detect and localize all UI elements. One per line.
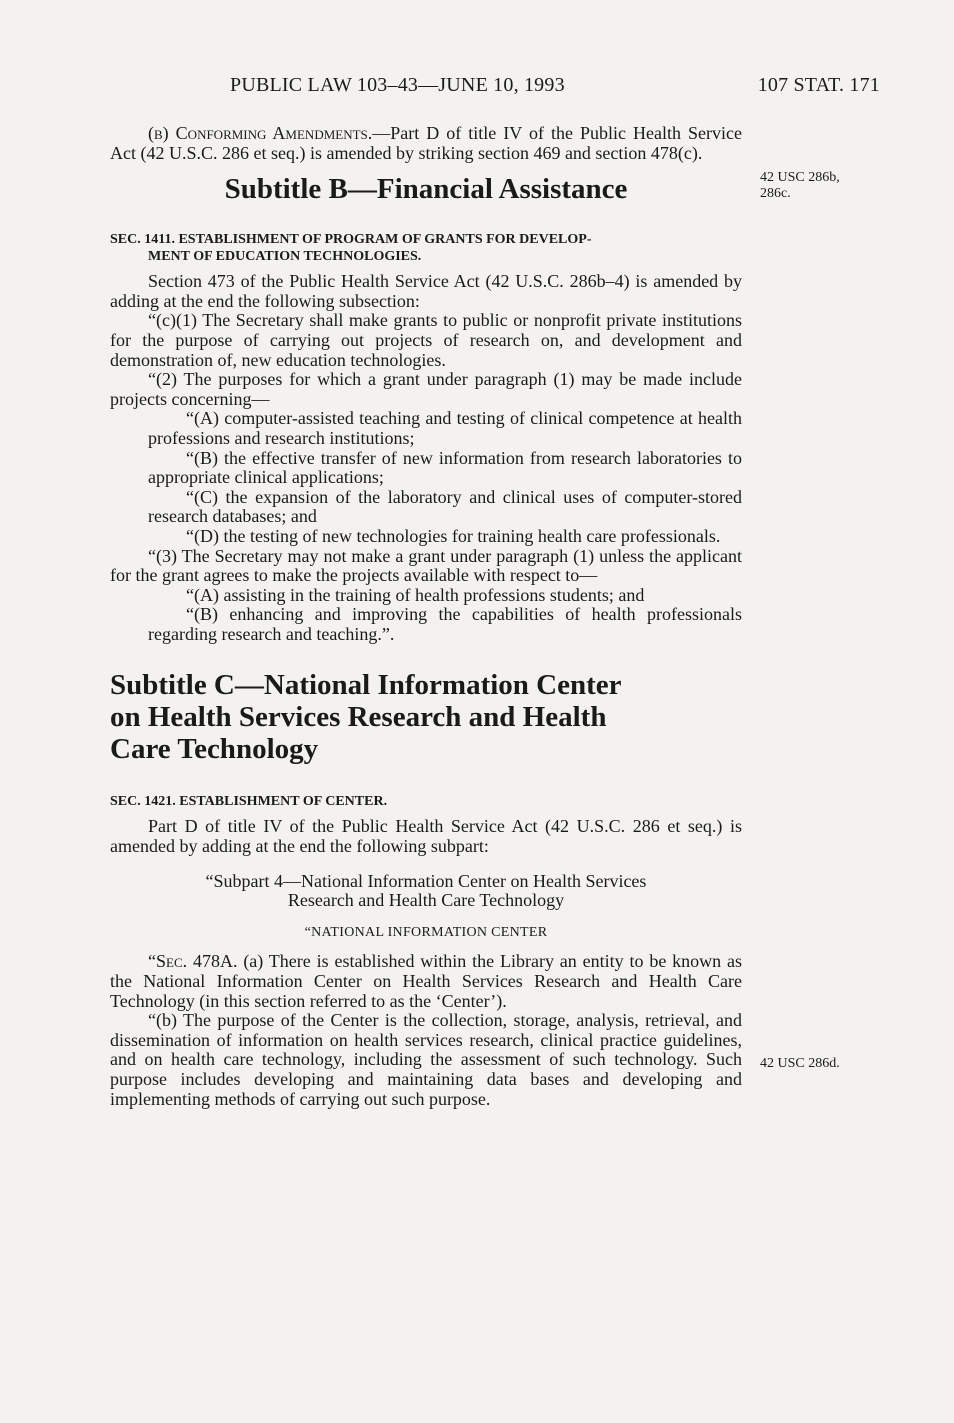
paragraph-c3-a: “(A) assisting in the training of health professions students; and xyxy=(186,584,645,605)
margin-note-line: 42 USC 286b, xyxy=(760,170,840,185)
subtitle-b-heading: Subtitle B—Financial Assistance xyxy=(224,173,628,206)
paragraph-c1: “(c)(1) The Secretary shall make grants to public or nonprofit private institutions for the purpose of carrying out projects of research on, and development and demonstration of, new education technologies. xyxy=(110,310,742,370)
paragraph-c3: “(3) The Secretary may not make a grant under paragraph (1) unless the applicant for the grant agrees to make the projects available with respect to— xyxy=(110,545,742,586)
paragraph-c2-a: “(A) computer-assisted teaching and testing of clinical competence at health professions and research institutions; xyxy=(148,408,742,448)
conforming-amendments-text: —Part D of title IV of the Public Health Service Act (42 U.S.C. 286 et seq.) is amended by striking section 469 and section 478(c). xyxy=(110,123,742,163)
subpart-4-heading xyxy=(110,872,742,911)
subpart-4-line2: Research and Health Care Technology xyxy=(287,890,565,911)
section-1421-heading: SEC. 1421. ESTABLISHMENT OF CENTER. xyxy=(110,794,388,810)
paragraph-sec-478a-b: “(b) The purpose of the Center is the collection, storage, analysis, retrieval, and dissemination of information on health services research, clinical practice guidelines, and on health care technology, including the assessment of such technology. Such purpose includes developing and maintaining data bases and developing and implementing methods of carrying out such purpose. xyxy=(110,1010,742,1109)
paragraph-c2-c: “(C) the expansion of the laboratory and clinical uses of computer-stored research databases; and xyxy=(148,486,742,527)
paragraph-c2-d: “(D) the testing of new technologies for training health care professionals. xyxy=(186,525,721,546)
header-stat-page: 107 STAT. 171 xyxy=(757,74,880,96)
paragraph-c3-b: “(B) enhancing and improving the capabilities of health professionals regarding research and teaching.”. xyxy=(148,604,742,644)
paragraph-c2: “(2) The purposes for which a grant under paragraph (1) may be made include projects concerning— xyxy=(110,369,742,409)
section-1411-heading xyxy=(110,231,742,265)
sec-478a-text: 478A. (a) There is established within the Library an entity to be known as the National Information Center on Health Services Research and Health Care Technology (in this section referred to as the ‘Center’). xyxy=(110,951,742,1011)
subtitle-c-line2: on Health Services Research and Health xyxy=(110,701,607,734)
subtitle-c-line1: Subtitle C—National Information Center xyxy=(110,669,622,702)
section-1411-heading-line1: SEC. 1411. ESTABLISHMENT OF PROGRAM OF GRANTS FOR DEVELOP- xyxy=(110,232,592,248)
conforming-amendments-paragraph xyxy=(110,124,742,163)
margin-note-usc-286b xyxy=(760,170,840,202)
paragraph-c2-b: “(B) the effective transfer of new information from research laboratories to appropriate clinical applications; xyxy=(148,447,742,488)
subpart-4-line1: “Subpart 4—National Information Center on Health Services xyxy=(205,870,647,891)
margin-note-usc-286d: 42 USC 286d. xyxy=(760,1056,840,1071)
paragraph-part-d: Part D of title IV of the Public Health Service Act (42 U.S.C. 286 et seq.) is amended by adding at the end the following subpart: xyxy=(110,816,742,857)
paragraph-sec-478a xyxy=(110,952,742,1011)
conforming-amendments-label: (b) Conforming Amendments. xyxy=(148,123,373,143)
subtitle-c-line3: Care Technology xyxy=(110,733,319,766)
national-information-center-heading: “NATIONAL INFORMATION CENTER xyxy=(304,924,548,940)
section-1411-heading-line2: MENT OF EDUCATION TECHNOLOGIES. xyxy=(148,249,422,265)
paragraph-section-473: Section 473 of the Public Health Service Act (42 U.S.C. 286b–4) is amended by adding at the end the following subsection: xyxy=(110,271,742,311)
header-title: PUBLIC LAW 103–43—JUNE 10, 1993 xyxy=(230,74,565,96)
sec-478a-label: “Sec. xyxy=(148,951,188,972)
margin-note-line: 286c. xyxy=(760,186,791,201)
body-column xyxy=(110,124,742,1109)
subtitle-c-heading xyxy=(110,669,742,765)
